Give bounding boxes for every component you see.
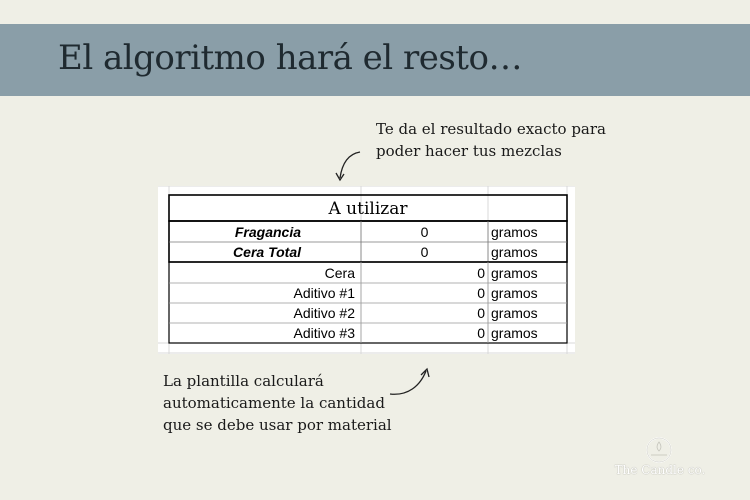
note-top (376, 118, 606, 162)
output-label-aditivo-2: Aditivo #2 (293, 305, 355, 321)
note-top-line-1: Te da el resultado exacto para (376, 120, 606, 138)
output-label-aditivo-3: Aditivo #3 (293, 325, 355, 341)
input-label-fragancia: Fragancia (234, 224, 301, 240)
note-top-line-2: poder hacer tus mezclas (376, 142, 562, 160)
spreadsheet[interactable] (158, 186, 575, 354)
output-unit-aditivo-2: gramos (491, 305, 538, 321)
slide-title: El algoritmo hará el resto… (58, 38, 522, 78)
note-bottom-line-3: que se debe usar por material (163, 416, 392, 434)
arrow-up-icon (386, 366, 432, 400)
input-label-cera-total: Cera Total (233, 244, 301, 260)
input-unit-fragancia: gramos (491, 224, 538, 240)
output-label-cera: Cera (324, 265, 355, 281)
input-value-cera-total[interactable]: 0 (420, 244, 429, 260)
output-value-aditivo-1: 0 (477, 285, 485, 301)
sheet-header-a-utilizar: A utilizar (328, 199, 408, 219)
output-label-aditivo-1: Aditivo #1 (293, 285, 355, 301)
output-value-aditivo-2: 0 (477, 305, 485, 321)
output-unit-aditivo-3: gramos (491, 325, 538, 341)
note-bottom-line-2: automaticamente la cantidad (163, 394, 385, 412)
note-bottom (163, 370, 392, 436)
input-value-fragancia[interactable]: 0 (420, 224, 429, 240)
output-value-cera: 0 (477, 265, 485, 281)
output-unit-aditivo-1: gramos (491, 285, 538, 301)
input-unit-cera-total: gramos (491, 244, 538, 260)
output-unit-cera: gramos (491, 265, 538, 281)
note-bottom-line-1: La plantilla calculará (163, 372, 324, 390)
arrow-down-icon (330, 146, 370, 186)
output-value-aditivo-3: 0 (477, 325, 485, 341)
brand-name: The Candle co. (614, 463, 706, 477)
